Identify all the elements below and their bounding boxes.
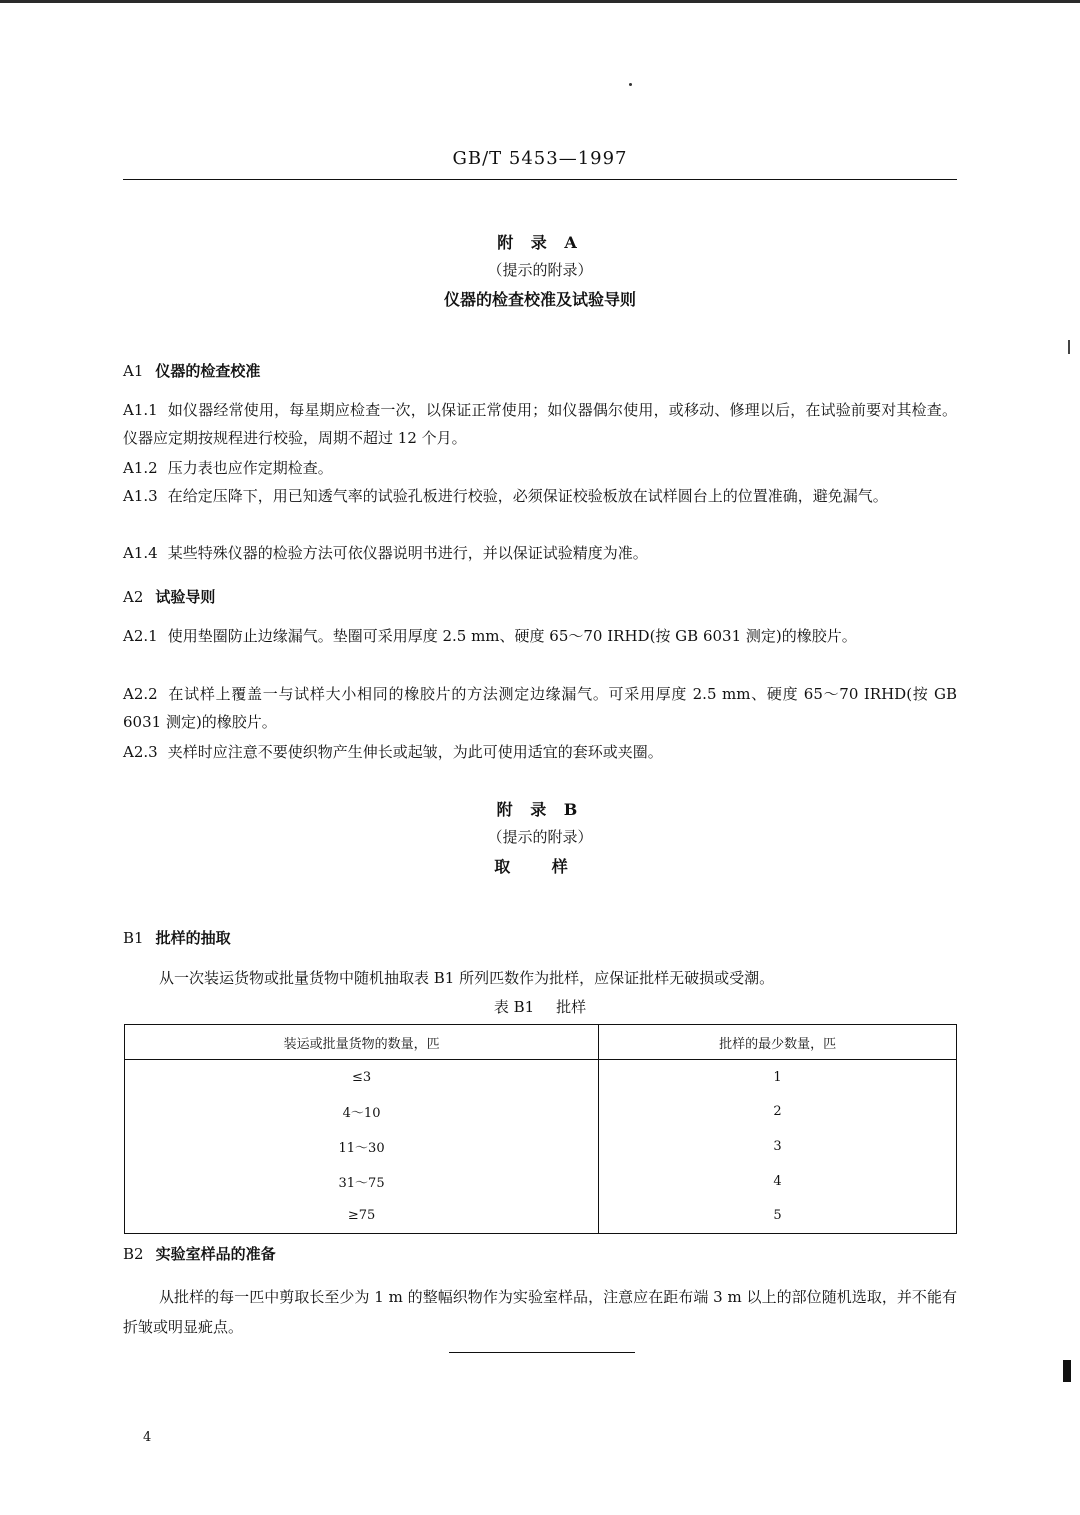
b2-paragraph: 从批样的每一匹中剪取长至少为 1 m 的整幅织物作为实验室样品，注意应在距布端 3 m 以上的部位随机选取，并不能有折皱或明显疵点。	[123, 1288, 957, 1336]
clause-number: A1.1	[123, 401, 158, 419]
table-header-cell: 装运或批量货物的数量，匹	[125, 1025, 599, 1060]
table-cell: 11～30	[125, 1129, 599, 1164]
appendix-b-name: 取 样	[494, 857, 586, 876]
section-a1-heading	[123, 360, 260, 381]
standard-number: GB/T 5453—1997	[452, 148, 628, 169]
table-caption	[0, 996, 1080, 1017]
clause-a2-2	[123, 680, 957, 736]
clause-number: A2.2	[123, 685, 158, 703]
clause-text: 使用垫圈防止边缘漏气。垫圈可采用厚度 2.5 mm、硬度 65～70 IRHD(按 GB 6031 测定)的橡胶片。	[167, 627, 857, 645]
table-cell: 2	[773, 1104, 782, 1120]
header-rule	[123, 179, 957, 180]
table-row	[125, 1198, 957, 1233]
table-cell: 31～75	[125, 1164, 599, 1199]
section-title: 试验导则	[155, 588, 216, 606]
scan-top-edge	[0, 0, 1080, 3]
b1-paragraph: 从一次装运货物或批量货物中随机抽取表 B1 所列匹数作为批样，应保证批样无破损或受潮。	[159, 969, 775, 987]
table-cell: 4～10	[125, 1095, 599, 1130]
clause-text: 夹样时应注意不要使织物产生伸长或起皱，为此可使用适宜的套环或夹圈。	[167, 743, 663, 761]
section-a2-heading	[123, 586, 215, 607]
scan-speck	[1068, 340, 1070, 354]
sample-table	[124, 1024, 957, 1234]
table-row	[125, 1095, 957, 1130]
scan-mark	[1063, 1360, 1071, 1382]
appendix-b-note: （提示的附录）	[487, 828, 593, 846]
clause-number: A2.1	[123, 627, 158, 645]
table-cell: 3	[773, 1138, 782, 1154]
table-header-row	[125, 1025, 957, 1060]
table-cell: ≥75	[125, 1198, 599, 1233]
clause-number: A2.3	[123, 743, 158, 761]
clause-a1-3	[123, 482, 957, 510]
clause-a1-1	[123, 396, 957, 452]
section-number: B1	[123, 929, 144, 947]
table-row	[125, 1129, 957, 1164]
clause-text: 某些特殊仪器的检验方法可依仪器说明书进行，并以保证试验精度为准。	[167, 544, 648, 562]
appendix-a-name: 仪器的检查校准及试验导则	[443, 290, 636, 309]
clause-a2-3	[123, 738, 957, 766]
section-number: B2	[123, 1245, 144, 1263]
section-b2-heading	[123, 1243, 276, 1264]
table-cell: 4	[773, 1173, 782, 1189]
section-b1-heading	[123, 927, 231, 948]
table-caption-number: 表 B1	[493, 998, 535, 1016]
table-caption-title: 批样	[556, 998, 587, 1016]
clause-a2-1	[123, 622, 957, 650]
clause-number: A1.2	[123, 459, 158, 477]
scan-speck	[629, 83, 632, 86]
clause-text: 压力表也应作定期检查。	[167, 459, 333, 477]
table-header-cell: 批样的最少数量，匹	[599, 1025, 957, 1060]
clause-text: 如仪器经常使用，每星期应检查一次，以保证正常使用；如仪器偶尔使用，或移动、修理以后，在试验前要对其检查。仪器应定期按规程进行校验，周期不超过 12 个月。	[123, 401, 957, 447]
section-title: 批样的抽取	[155, 929, 231, 947]
appendix-b-title: 附 录 B	[496, 800, 584, 819]
section-title: 仪器的检查校准	[155, 362, 261, 380]
clause-a1-2	[123, 454, 957, 482]
table-row	[125, 1060, 957, 1095]
clause-number: A1.3	[123, 487, 158, 505]
clause-number: A1.4	[123, 544, 158, 562]
clause-text: 在试样上覆盖一与试样大小相同的橡胶片的方法测定边缘漏气。可采用厚度 2.5 mm、硬度 65～70 IRHD(按 GB 6031 测定)的橡胶片。	[123, 685, 957, 731]
clause-text: 在给定压降下，用已知透气率的试验孔板进行校验，必须保证校验板放在试样圆台上的位置准确，避免漏气。	[167, 487, 888, 505]
end-rule	[449, 1352, 635, 1353]
clause-a1-4	[123, 539, 957, 567]
appendix-a-note: （提示的附录）	[487, 261, 593, 279]
page-number: 4	[143, 1430, 152, 1445]
table-cell: 1	[773, 1069, 782, 1085]
section-number: A1	[123, 362, 144, 380]
table-cell: 5	[773, 1208, 782, 1224]
appendix-a-title: 附 录 A	[497, 233, 583, 252]
section-title: 实验室样品的准备	[155, 1245, 276, 1263]
table-cell: ≤3	[125, 1060, 599, 1095]
section-number: A2	[123, 588, 144, 606]
table-row	[125, 1164, 957, 1199]
